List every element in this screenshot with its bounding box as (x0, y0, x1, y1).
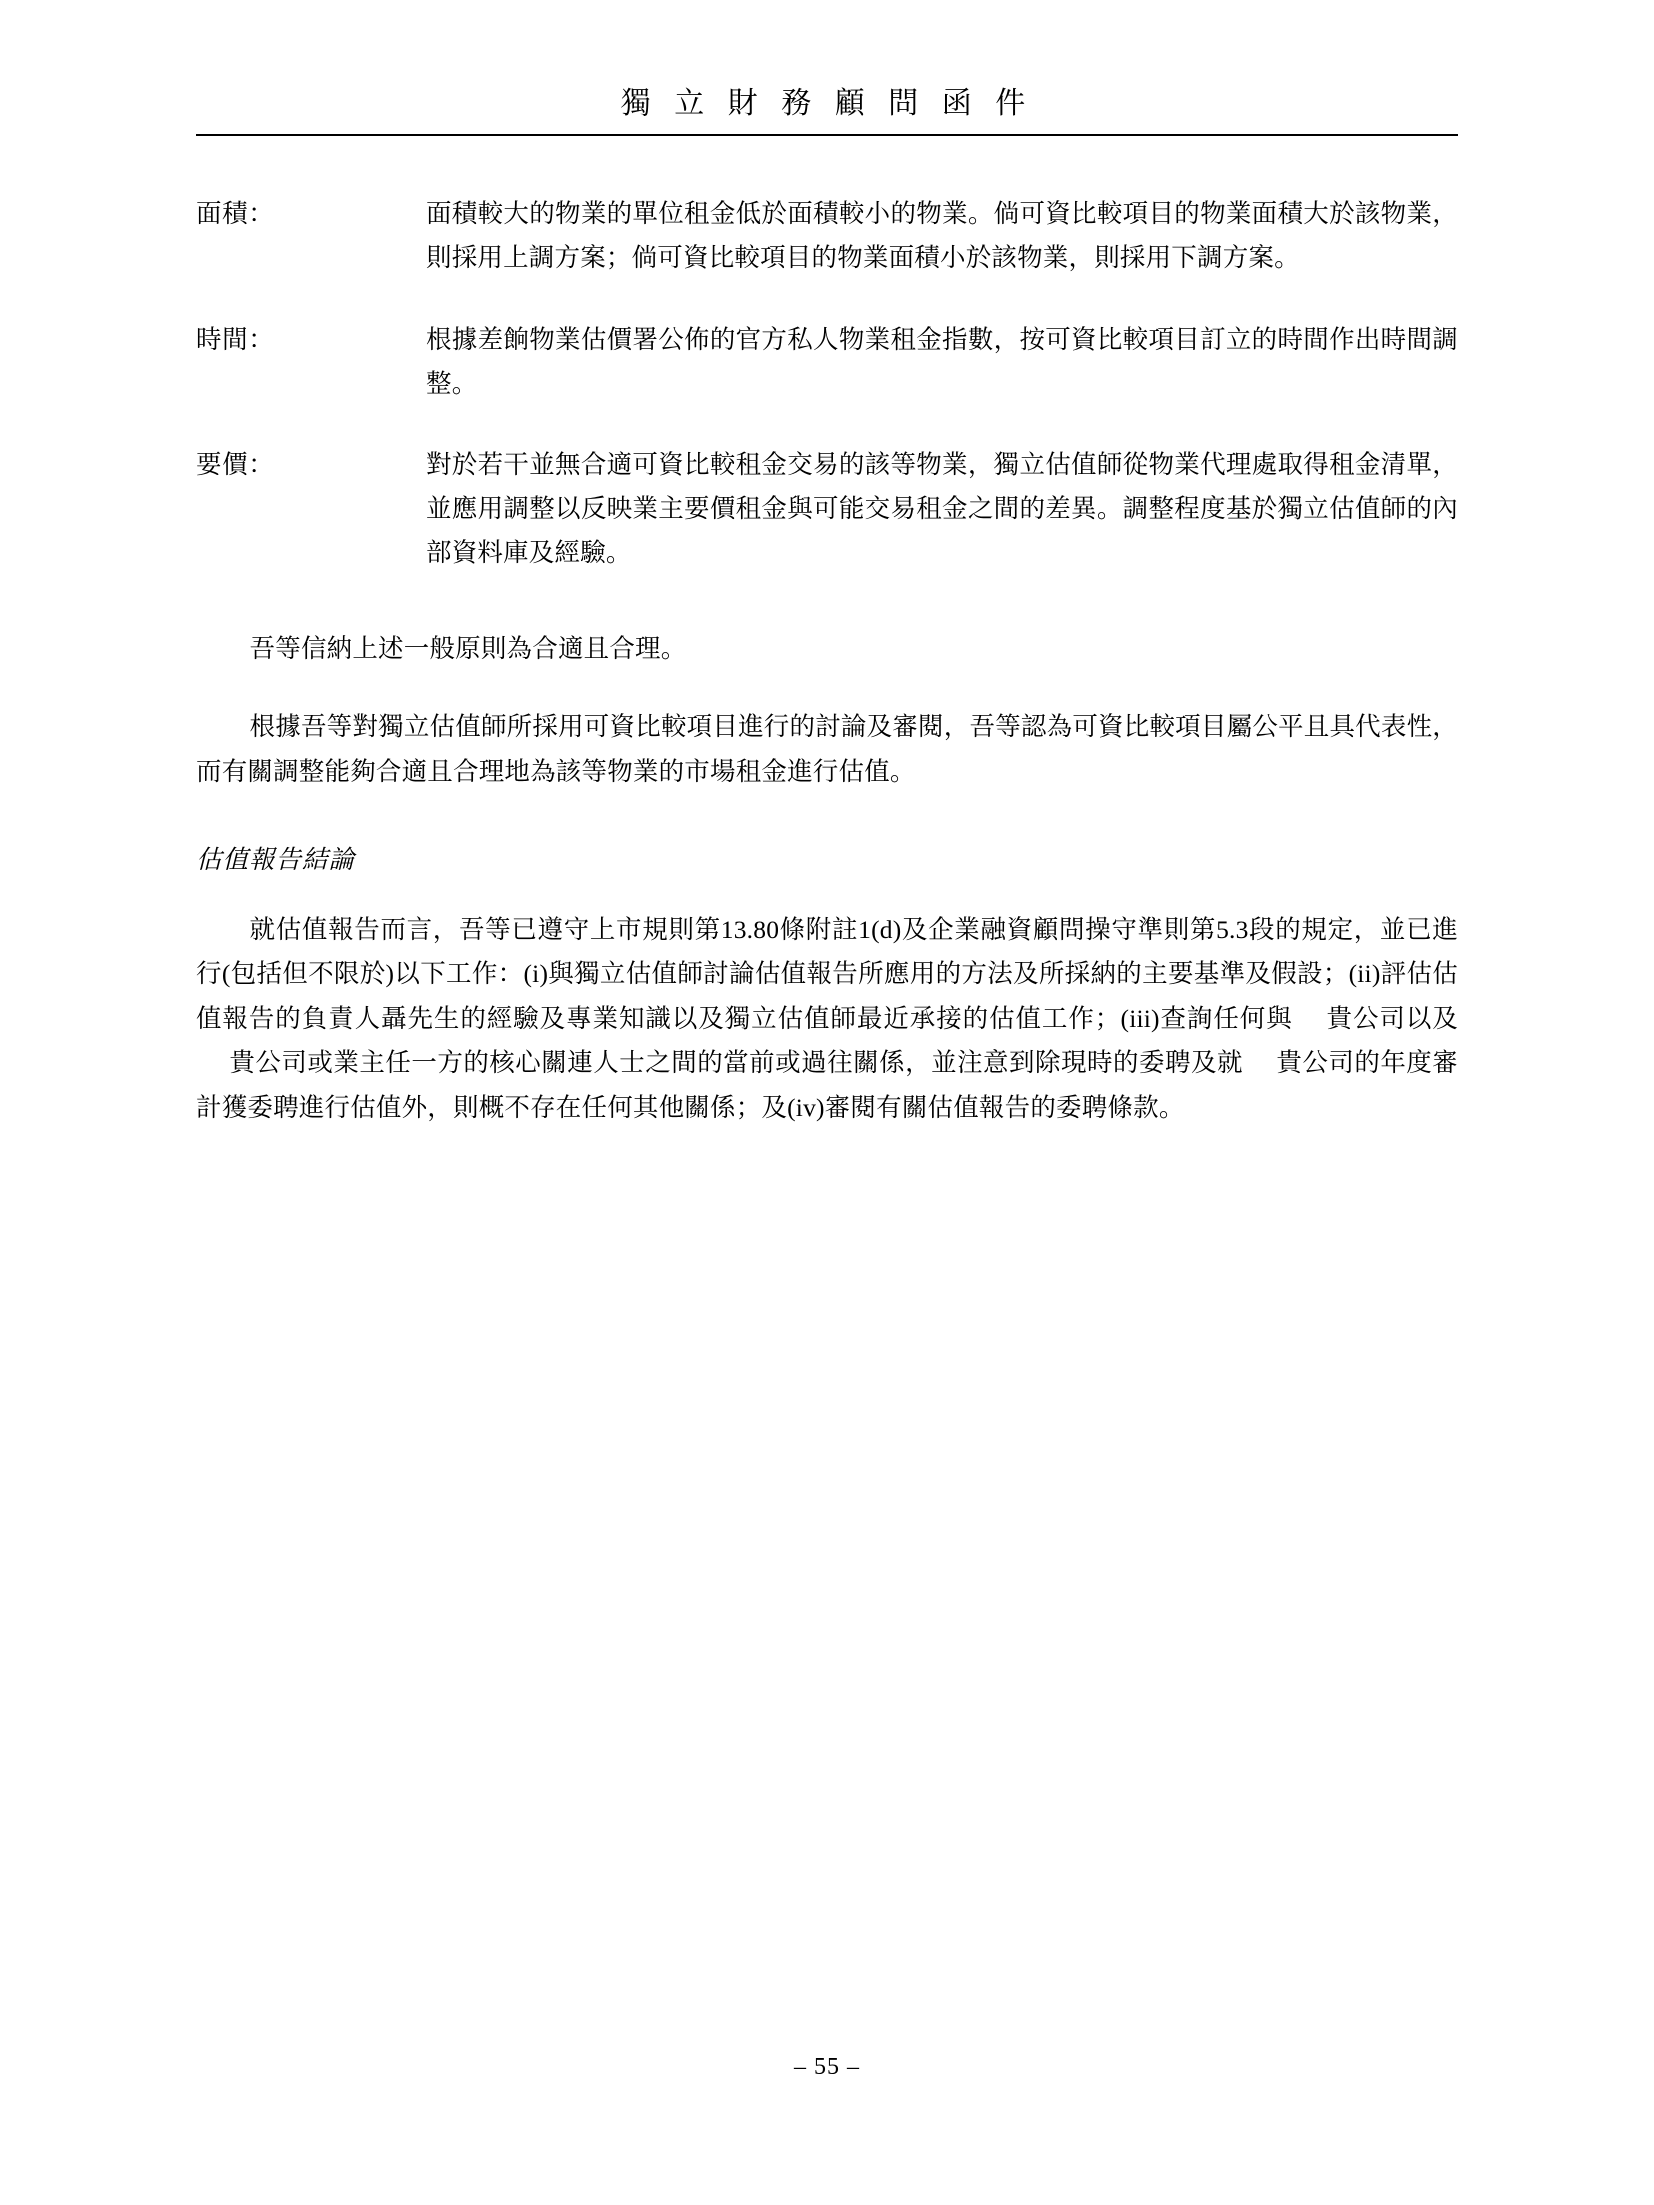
definition-body: 根據差餉物業估價署公佈的官方私人物業租金指數，按可資比較項目訂立的時間作出時間調整。 (426, 324, 1458, 398)
page-header-title: 獨 立 財 務 顧 問 函 件 (620, 87, 1034, 120)
list-item (196, 318, 1458, 406)
definition-term: 要價： (196, 450, 275, 480)
paragraph-conclusion-principles: 吾等信納上述一般原則為合適且合理。 (249, 634, 687, 664)
definition-body: 對於若干並無合適可資比較租金交易的該等物業，獨立估值師從物業代理處取得租金清單，並應用調整以反映業主要價租金與可能交易租金之間的差異。調整程度基於獨立估值師的內部資料庫及經驗。 (426, 450, 1458, 568)
list-item (196, 192, 1458, 280)
definition-list (196, 192, 1458, 575)
page-number: – 55 – (794, 2054, 860, 2080)
list-item (196, 443, 1458, 575)
page-content (196, 78, 1458, 1164)
definition-term: 面積： (196, 199, 275, 228)
page-header (196, 78, 1458, 136)
definition-body: 面積較大的物業的單位租金低於面積較小的物業。倘可資比較項目的物業面積大於該物業，則採用上調方案；倘可資比較項目的物業面積小於該物業，則採用下調方案。 (426, 199, 1458, 272)
page-footer (0, 2054, 1654, 2081)
paragraph-valuation-report-work (196, 908, 1458, 1130)
paragraph-segment-3: 貴公司或業主任一方的核心關連人士之間的當前或過往關係，並注意到除現時的委聘及就 (229, 1048, 1243, 1078)
paragraph-comparables-review: 根據吾等對獨立估值師所採用可資比較項目進行的討論及審閱，吾等認為可資比較項目屬公平且具代表性，而有關調整能夠合適且合理地為該等物業的市場租金進行估值。 (196, 712, 1458, 786)
paragraph-segment-1: 就估值報告而言，吾等已遵守上市規則第13.80條附註1(d)及企業融資顧問操守準則第5.3段的規定，並已進行(包括但不限於)以下工作：(i)與獨立估值師討論估值報告所應用的方法及所採納的主要基準及假設；(ii)評估估值報告的負責人聶先生的經驗及專業知識以及獨立估值師最近承接的估值工作；(iii)查詢任何與 (196, 915, 1458, 1033)
section-heading-valuation-conclusion: 估值報告結論 (196, 845, 356, 875)
paragraph-segment-4: 貴公司的年度審計獲委聘進行估值外，則概不存在任何其他關係；及(iv)審閱有關估值報告的委聘條款。 (196, 1048, 1458, 1122)
spacer (196, 613, 1458, 627)
paragraph-segment-2: 貴公司以及 (1325, 1003, 1458, 1033)
definition-term: 時間： (196, 324, 275, 354)
